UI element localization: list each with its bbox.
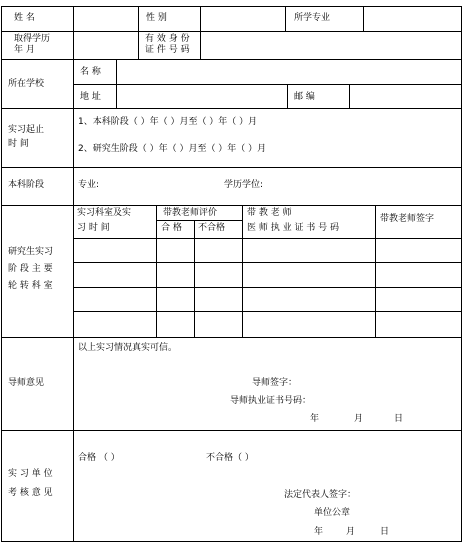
degree-obtained-date-label: 年 月	[14, 45, 35, 55]
school-address-label: 地 址	[80, 92, 101, 102]
rule	[1, 430, 461, 431]
id-label-line2: 证 件 号 码	[145, 45, 190, 55]
rule	[1, 205, 461, 206]
table-row[interactable]	[74, 288, 461, 311]
col-cert-header: 带 教 老 师	[247, 208, 292, 218]
postcode-label: 邮 编	[294, 92, 315, 102]
major-studied-label: 所学专业	[294, 13, 331, 23]
rule	[461, 6, 462, 542]
unit-eval-label-line2: 考 核 意 见	[8, 488, 53, 498]
mentor-statement: 以上实习情况真实可信。	[78, 343, 178, 353]
rule	[156, 220, 242, 221]
gender-field[interactable]	[201, 7, 285, 31]
school-label: 所在学校	[8, 79, 45, 89]
major-label: 专业:	[78, 180, 100, 190]
unit-seal-label: 单位公章	[314, 508, 351, 518]
table-row[interactable]	[74, 312, 461, 337]
name-field[interactable]	[74, 7, 138, 31]
col-pass-header: 合 格	[161, 223, 182, 233]
id-number-field[interactable]	[201, 32, 461, 59]
col-cert-header-line2: 医 师 执 业 证 书 号 码	[247, 223, 340, 233]
col-dept-header: 实习科室及实	[77, 208, 132, 218]
unit-eval-label: 实 习 单 位	[8, 469, 53, 479]
unit-date-year: 年	[314, 527, 324, 537]
col-fail-header: 不合格	[198, 223, 226, 233]
internship-period-label-line2: 时 间	[8, 139, 29, 149]
period-graduate-text[interactable]: 2、研究生阶段（ ）年（ ）月至（ ）年（ ）月	[78, 144, 267, 154]
col-eval-header: 带教老师评价	[163, 208, 218, 218]
mentor-date-year: 年	[310, 414, 320, 424]
rule	[1, 108, 461, 109]
id-label: 有 效 身 份	[145, 34, 190, 44]
unit-date-month: 月	[346, 527, 356, 537]
rule	[1, 337, 461, 338]
rule	[287, 84, 288, 109]
undergrad-stage-label: 本科阶段	[8, 180, 45, 190]
rule	[138, 6, 139, 60]
rule	[1, 6, 2, 542]
table-row[interactable]	[74, 239, 461, 262]
mentor-opinion-label: 导师意见	[8, 378, 45, 388]
major-studied-field[interactable]	[364, 7, 461, 31]
rule	[1, 541, 461, 542]
fail-option[interactable]: 不合格（ ）	[206, 453, 254, 463]
col-sign-header: 带教老师签字	[380, 214, 435, 224]
major-field[interactable]	[104, 172, 214, 198]
school-name-field[interactable]	[117, 60, 461, 84]
gender-label: 性 别	[146, 13, 167, 23]
internship-period-label: 实习起止	[8, 125, 45, 135]
degree-label: 学历学位:	[224, 180, 264, 190]
pass-option[interactable]: 合格 （ ）	[78, 453, 120, 463]
legal-rep-sign-label: 法定代表人签字：	[284, 490, 357, 500]
school-name-label: 名 称	[80, 67, 101, 77]
name-label: 姓 名	[14, 13, 35, 23]
period-undergrad-text[interactable]: 1、本科阶段（ ）年（ ）月至（ ）年（ ）月	[78, 117, 258, 127]
mentor-sign-label: 导师签字：	[252, 378, 298, 388]
rule	[1, 167, 461, 168]
mentor-cert-label: 导师执业证书号码：	[230, 396, 312, 406]
rotation-label-line3: 轮 转 科 室	[8, 281, 53, 291]
rotation-label: 研究生实习	[8, 247, 54, 257]
mentor-date-month: 月	[354, 414, 364, 424]
rotation-label-line2: 阶 段 主 要	[8, 264, 53, 274]
unit-date-day: 日	[380, 527, 390, 537]
table-row[interactable]	[74, 263, 461, 287]
postcode-field[interactable]	[350, 85, 461, 108]
degree-obtained-label: 取得学历	[14, 34, 51, 44]
rule	[285, 6, 286, 32]
mentor-date-day: 日	[394, 414, 404, 424]
school-address-field[interactable]	[117, 85, 287, 108]
degree-obtained-field[interactable]	[74, 32, 138, 59]
col-dept-header-line2: 习 时 间	[77, 223, 110, 233]
degree-field[interactable]	[274, 172, 454, 198]
